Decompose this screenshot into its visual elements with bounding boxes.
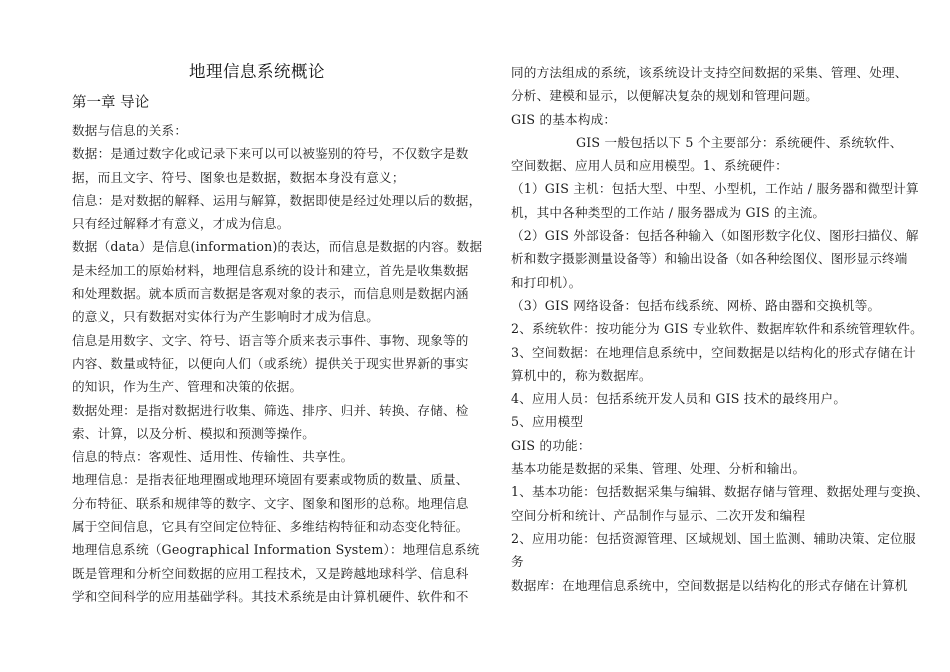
text-line: GIS 的基本构成： [511, 111, 617, 127]
text-line: 数据库：在地理信息系统中，空间数据是以结构化的形式存储在计算机 [511, 577, 908, 593]
text-line: 据，而且文字、符号、图象也是数据，数据本身没有意义； [72, 169, 405, 185]
text-line: 1、基本功能：包括数据采集与编辑、数据存储与管理、数据处理与变换、 [511, 484, 929, 500]
text-line: 既是管理和分析空间数据的应用工程技术，又是跨越地球科学、信息科 [72, 565, 469, 581]
right-column [511, 61, 929, 597]
text-line: 5、应用模型 [511, 414, 584, 430]
text-line: 属于空间信息，它具有空间定位特征、多维结构特征和动态变化特征。 [72, 519, 469, 535]
text-line: 4、应用人员：包括系统开发人员和 GIS 技术的最终用户。 [511, 391, 847, 407]
text-line: 2、系统软件：按功能分为 GIS 专业软件、数据库软件和系统管理软件。 [511, 321, 923, 337]
text-line: 信息：是对数据的解释、运用与解算，数据即使是经过处理以后的数据， [72, 192, 482, 208]
text-line: 学和空间科学的应用基础学科。其技术系统是由计算机硬件、软件和不 [72, 588, 469, 604]
text-line: 务 [511, 554, 524, 570]
text-line: 只有经过解释才有意义，才成为信息。 [72, 216, 290, 232]
text-line: 数据与信息的关系： [72, 123, 188, 138]
text-line: 和处理数据。就本质而言数据是客观对象的表示，而信息则是数据内涵 [72, 286, 469, 302]
text-line: 信息的特点：客观性、适用性、传输性、共享性。 [72, 449, 354, 465]
text-line: （2）GIS 外部设备：包括各种输入（如图形数字化仪、图形扫描仪、解 [511, 228, 919, 244]
text-line: 索、计算，以及分析、模拟和预测等操作。 [72, 425, 316, 441]
text-line: （1）GIS 主机：包括大型、中型、小型机，工作站 / 服务器和微型计算 [511, 181, 919, 197]
text-line: GIS 一般包括以下 5 个主要部分：系统硬件、系统软件、 [576, 134, 903, 150]
text-line: 的知识，作为生产、管理和决策的依据。 [72, 379, 303, 395]
text-line: 是未经加工的原始材料，地理信息系统的设计和建立，首先是收集数据 [72, 262, 469, 278]
text-line: 和打印机）。 [511, 274, 582, 290]
text-line: GIS 的功能： [511, 437, 591, 453]
text-line: 同的方法组成的系统，该系统设计支持空间数据的采集、管理、处理、 [511, 65, 908, 80]
text-line: （3）GIS 网络设备：包括布线系统、网桥、路由器和交换机等。 [511, 297, 881, 313]
left-column [72, 119, 482, 608]
text-line: 数据（data）是信息(information)的表达，而信息是数据的内容。数据 [72, 239, 483, 255]
text-line: 2、应用功能：包括资源管理、区域规划、国土监测、辅助决策、定位服 [511, 530, 916, 546]
text-line: 空间分析和统计、产品制作与显示、二次开发和编程 [511, 507, 806, 523]
text-line: 机，其中各种类型的工作站 / 服务器成为 GIS 的主流。 [511, 204, 826, 220]
chapter-heading: 第一章 导论 [72, 95, 150, 111]
document-title: 地理信息系统概论 [189, 62, 325, 81]
text-line: 析和数字摄影测量设备等）和输出设备（如各种绘图仪、图形显示终端 [511, 251, 908, 267]
text-line: 分析、建模和显示，以便解决复杂的规划和管理问题。 [511, 88, 819, 104]
text-line: 内容、数量或特征，以便向人们（或系统）提供关于现实世界新的事实 [72, 355, 469, 371]
text-line: 基本功能是数据的采集、管理、处理、分析和输出。 [511, 461, 806, 477]
text-line: 算机中的，称为数据库。 [511, 367, 652, 383]
text-line: 地理信息系统（Geographical Information System）：地理信息系统 [72, 542, 480, 558]
text-line: 的意义，只有数据对实体行为产生影响时才成为信息。 [72, 309, 380, 325]
text-line: 数据处理：是指对数据进行收集、筛选、排序、归并、转换、存储、检 [72, 402, 469, 418]
text-line: 分布特征、联系和规律等的数字、文字、图象和图形的总称。地理信息 [72, 495, 469, 511]
text-line: 地理信息：是指表征地理圈或地理环境固有要素或物质的数量、质量、 [72, 472, 469, 488]
text-line: 空间数据、应用人员和应用模型。1、系统硬件： [511, 158, 788, 174]
text-line: 信息是用数字、文字、符号、语言等介质来表示事件、事物、现象等的 [72, 332, 469, 348]
text-line: 3、空间数据：在地理信息系统中，空间数据是以结构化的形式存储在计 [511, 344, 916, 360]
text-line: 数据：是通过数字化或记录下来可以可以被鉴别的符号，不仅数字是数 [72, 146, 469, 162]
